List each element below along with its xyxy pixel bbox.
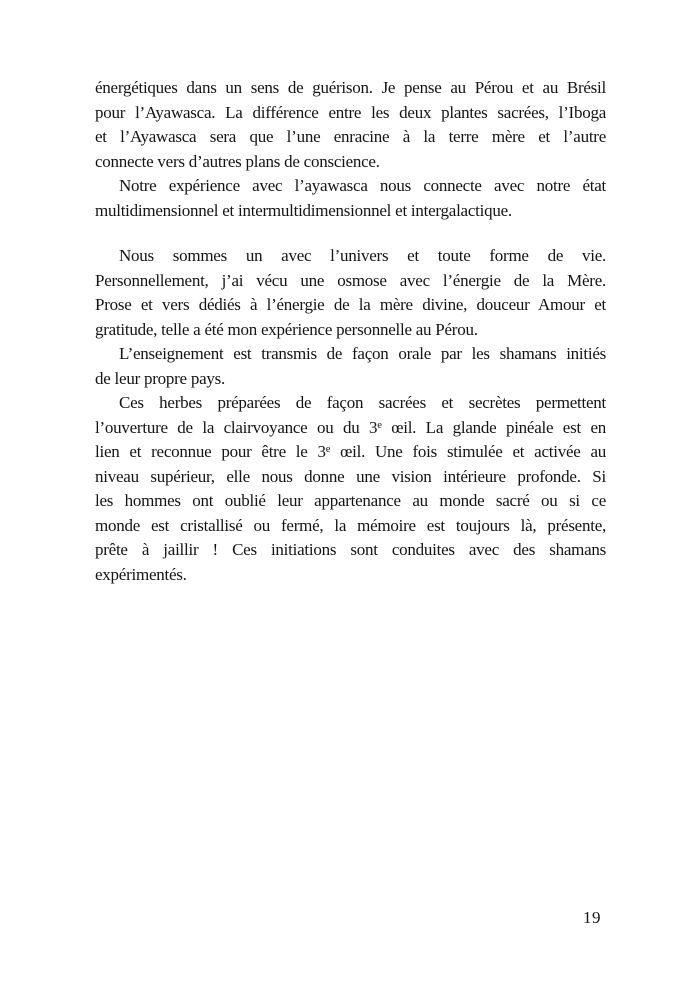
text-line: prête à jaillir ! Ces initiations sont conduites avec des shamans [95,540,606,559]
text-line: L’enseignement est transmis de façon orale par les shamans initiés [119,344,606,363]
text-line: et l’Ayawasca sera que l’une enracine à la terre mère et l’autre [95,127,606,146]
text-line: Nous sommes un avec l’univers et toute forme de vie. [119,246,606,265]
page-number: 19 [583,908,601,927]
paragraph [95,244,606,342]
text-line: Personnellement, j’ai vécu une osmose avec l’énergie de la Mère. [95,270,606,290]
text-line: monde est cristallisé ou fermé, la mémoire est toujours là, présente, [95,515,606,535]
text-line: les hommes ont oublié leur appartenance au monde sacré ou si ce [95,491,606,510]
text-line: énergétiques dans un sens de guérison. Je pense au Pérou et au Brésil [95,78,606,97]
text-line: gratitude, telle a été mon expérience personnelle au Pérou. [95,319,478,339]
paragraph [95,76,606,174]
text-line: lien et reconnue pour être le 3e œil. Une fois stimulée et activée au [95,442,606,461]
text-line: de leur propre pays. [95,368,226,388]
text-line: pour l’Ayawasca. La différence entre les deux plantes sacrées, l’Iboga [95,102,606,122]
text-line: Prose et vers dédiés à l’énergie de la mère divine, douceur Amour et [95,295,606,314]
text-line: Ces herbes préparées de façon sacrées et secrètes permettent [119,393,606,412]
text-line: multidimensionnel et intermultidimensionnel et intergalactique. [95,200,512,220]
paragraph [95,174,606,223]
text-line: Notre expérience avec l’ayawasca nous connecte avec notre état [119,176,606,195]
paragraph [95,391,606,587]
text-line: niveau supérieur, elle nous donne une vision intérieure profonde. Si [95,466,606,486]
text-line: connecte vers d’autres plans de conscience. [95,151,380,171]
paragraph [95,342,606,391]
text-line: l’ouverture de la clairvoyance ou du 3e œil. La glande pinéale est en [95,417,606,437]
text-line: expérimentés. [95,564,187,584]
text-block [95,76,606,587]
